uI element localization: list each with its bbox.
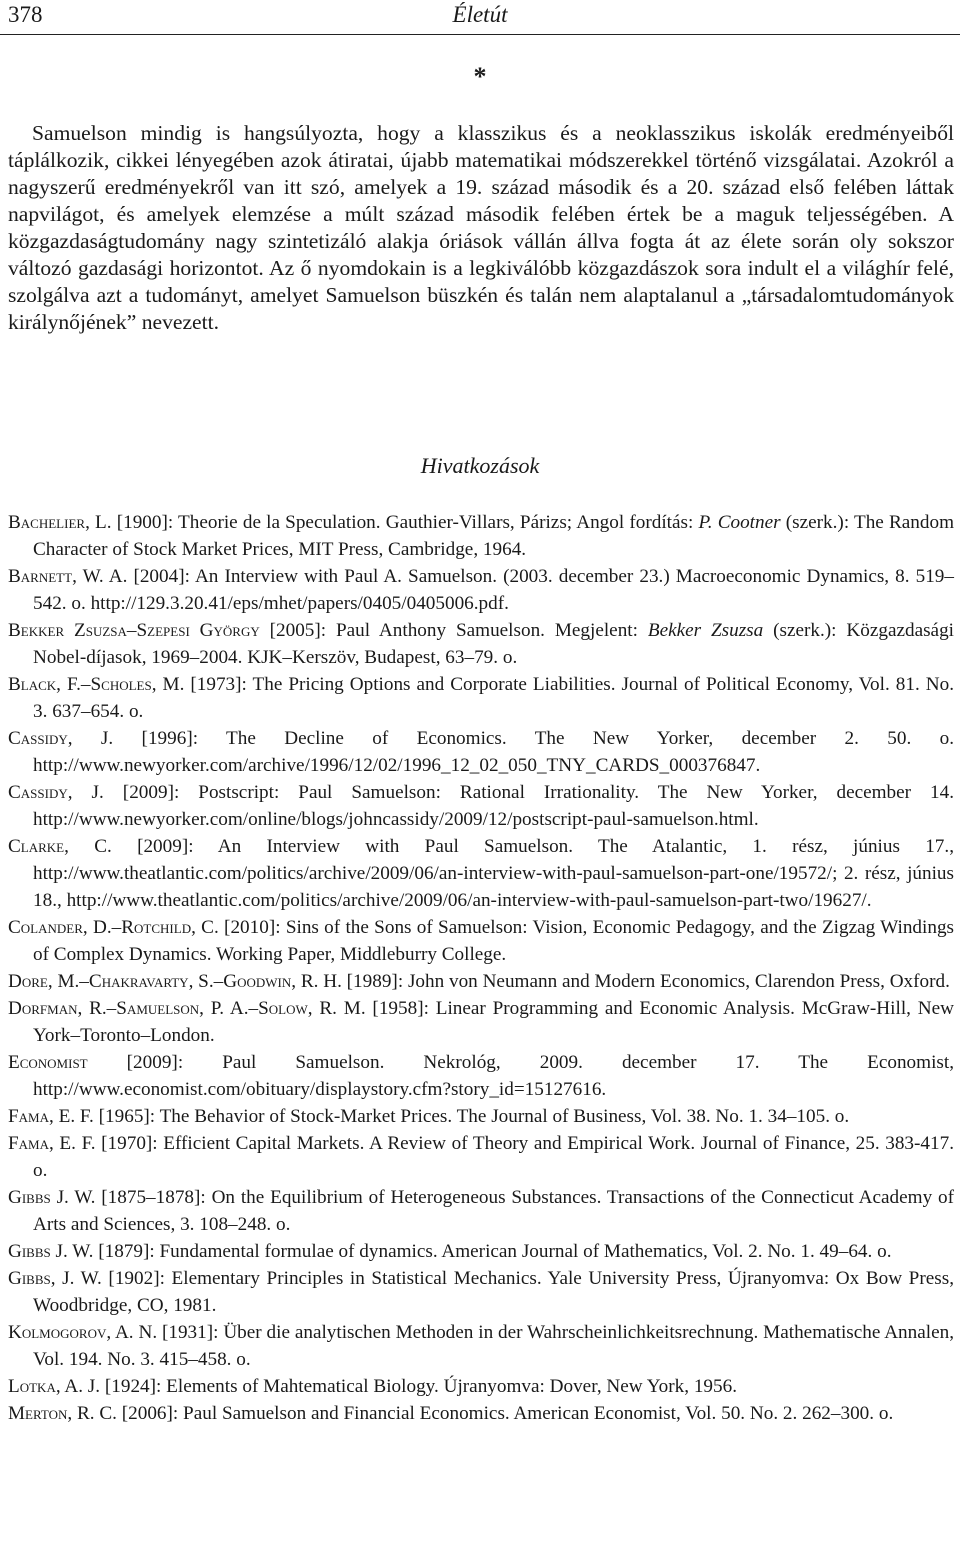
reference-author: Gibbs J. W. [8, 1241, 94, 1262]
reference-author: Fama, E. F. [8, 1106, 94, 1127]
reference-text: [1924]: Elements of Mahtematical Biology. Újranyomva: Dover, New York, 1956. [100, 1376, 738, 1397]
section-separator: * [473, 62, 487, 91]
reference-item [8, 833, 954, 914]
reference-rest: (szerk.): Közgazdasági Nobel-díjasok, 1969–2004. KJK–Kerszöv, Budapest, 63–79. o. [33, 620, 954, 668]
reference-author: Cassidy, J. [8, 782, 104, 803]
reference-text: [1900]: Theorie de la Speculation. Gauthier-Villars, Párizs; Angol fordítás: [111, 512, 699, 533]
reference-author: Dore, M.–Chakravarty, S.–Goodwin, R. H. [8, 971, 342, 992]
reference-item [8, 1049, 954, 1103]
reference-text: [1965]: The Behavior of Stock-Market Prices. The Journal of Business, Vol. 38. No. 1. 34–105. o. [93, 1106, 850, 1127]
reference-item [8, 1238, 954, 1265]
page-number: 378 [8, 2, 43, 27]
reference-italic: P. Cootner [698, 512, 781, 533]
reference-text: [2009]: An Interview with Paul Samuelson. The Atalantic, 1. rész, június 17., http://www.theatlantic.com/politics/archive/2009/06/an-interview-with-paul-samuelson-part-one/19572/; 2. rész, június 18., http://www.theatlantic.com/politics/archive/2009/06/an-interview-with-paul-samuelson-part-two/19627/. [33, 836, 954, 911]
reference-text: [1973]: The Pricing Options and Corporate Liabilities. Journal of Political Economy, Vol. 81. No. 3. 637–654. o. [33, 674, 954, 722]
reference-text: [2010]: Sins of the Sons of Samuelson: Vision, Economic Pedagogy, and the Zigzag Windings of Complex Dynamics. Working Paper, Middleburry College. [33, 917, 955, 965]
reference-item [8, 1184, 954, 1238]
running-title: Életút [452, 2, 508, 27]
reference-author: Dorfman, R.–Samuelson, P. A.–Solow, R. M. [8, 998, 366, 1019]
reference-item [8, 671, 954, 725]
reference-author: Cassidy, J. [8, 728, 114, 749]
reference-item [8, 1400, 954, 1427]
reference-text: [2009]: Paul Samuelson. Nekrológ, 2009. december 17. The Economist, http://www.economist.com/obituary/displaystory.cfm?story_id=15127616. [33, 1052, 954, 1100]
reference-text: [1931]: Über die analytischen Methoden in der Wahrscheinlichkeitsrechnung. Mathematische Annalen, Vol. 194. No. 3. 415–458. o. [33, 1322, 954, 1370]
reference-item [8, 1265, 954, 1319]
reference-item [8, 995, 954, 1049]
reference-text: [1875–1878]: On the Equilibrium of Heterogeneous Substances. Transactions of the Connecticut Academy of Arts and Sciences, 3. 108–248. o. [33, 1187, 954, 1235]
reference-item [8, 563, 954, 617]
reference-author: Barnett, W. A. [8, 566, 128, 587]
reference-text: [1879]: Fundamental formulae of dynamics. American Journal of Mathematics, Vol. 2. No. 1. 49–64. o. [93, 1241, 892, 1262]
reference-item [8, 968, 954, 995]
references-heading: Hivatkozások [420, 453, 540, 478]
reference-item [8, 1103, 954, 1130]
reference-item [8, 509, 954, 563]
reference-item [8, 1130, 954, 1184]
reference-author: Economist [8, 1052, 88, 1073]
reference-author: Bachelier, L. [8, 512, 112, 533]
reference-text: [2004]: An Interview with Paul A. Samuelson. (2003. december 23.) Macroeconomic Dynamics, 8. 519–542. o. http://129.3.20.41/eps/mhet/papers/0405/0405006.pdf. [33, 566, 954, 614]
reference-item [8, 617, 954, 671]
reference-text: [1996]: The Decline of Economics. The New Yorker, december 2. 50. o. http://www.newyorker.com/archive/1996/12/02/1996_12_02_050_TNY_CARDS_000376847. [33, 728, 955, 776]
reference-text: [2009]: Postscript: Paul Samuelson: Rational Irrationality. The New Yorker, december 14. http://www.newyorker.com/online/blogs/johncassidy/2009/12/postscript-paul-samuelson.html. [33, 782, 955, 830]
reference-item [8, 914, 954, 968]
reference-author: Merton, R. C. [8, 1403, 117, 1424]
reference-item [8, 1319, 954, 1373]
reference-text: [1958]: Linear Programming and Economic Analysis. McGraw-Hill, New York–Toronto–London. [33, 998, 954, 1046]
reference-author: Bekker Zsuzsa–Szepesi György [8, 620, 260, 641]
reference-author: Colander, D.–Rotchild, C. [8, 917, 219, 938]
reference-author: Lotka, A. J. [8, 1376, 101, 1397]
reference-author: Gibbs, J. W. [8, 1268, 102, 1289]
reference-author: Kolmogorov, A. N. [8, 1322, 158, 1343]
reference-item [8, 779, 954, 833]
reference-text: [1902]: Elementary Principles in Statistical Mechanics. Yale University Press, Újranyomva: Ox Bow Press, Woodbridge, CO, 1981. [33, 1268, 954, 1316]
reference-text: [2006]: Paul Samuelson and Financial Economics. American Economist, Vol. 50. No. 2. 262–300. o. [116, 1403, 894, 1424]
reference-rest: (szerk.): The Random Character of Stock Market Prices, MIT Press, Cambridge, 1964. [33, 512, 954, 560]
reference-author: Fama, E. F. [8, 1133, 96, 1154]
reference-item [8, 725, 954, 779]
reference-author: Gibbs J. W. [8, 1187, 96, 1208]
reference-author: Clarke, C. [8, 836, 112, 857]
reference-text: [1970]: Efficient Capital Markets. A Review of Theory and Empirical Work. Journal of Finance, 25. 383-417. o. [33, 1133, 954, 1181]
page-header [0, 0, 960, 35]
reference-author: Black, F.–Scholes, M. [8, 674, 185, 695]
body-paragraph: Samuelson mindig is hangsúlyozta, hogy a klasszikus és a neoklasszikus iskolák eredményeiből táplálkozik, cikkei lényegében azok átiratai, újabb matematikai módszerekkel történő vizsgálatai. Azokról a nagyszerű eredményekről van itt szó, amelyek a 19. század második és a 20. század első felében láttak napvilágot, és amelyek elemzése a múlt század második felében értek be a maguk teljességében. A közgazdaságtudomány nagy szintetizáló alakja óriások vállán állva fogta át az élete során oly sokszor változó gazdasági horizontot. Az ő nyomdokain is a legkiválóbb közgazdászok sora indult el a világhír felé, szolgálva azt a tudományt, amelyet Samuelson büszkén és talán nem alaptalanul a „társadalomtudományok királynőjének” nevezett. [8, 121, 954, 334]
reference-text: [2005]: Paul Anthony Samuelson. Megjelent: [259, 620, 648, 641]
reference-item [8, 1373, 954, 1400]
reference-text: [1989]: John von Neumann and Modern Economics, Clarendon Press, Oxford. [341, 971, 950, 992]
references-list [8, 509, 954, 1427]
reference-italic: Bekker Zsuzsa [647, 620, 764, 641]
